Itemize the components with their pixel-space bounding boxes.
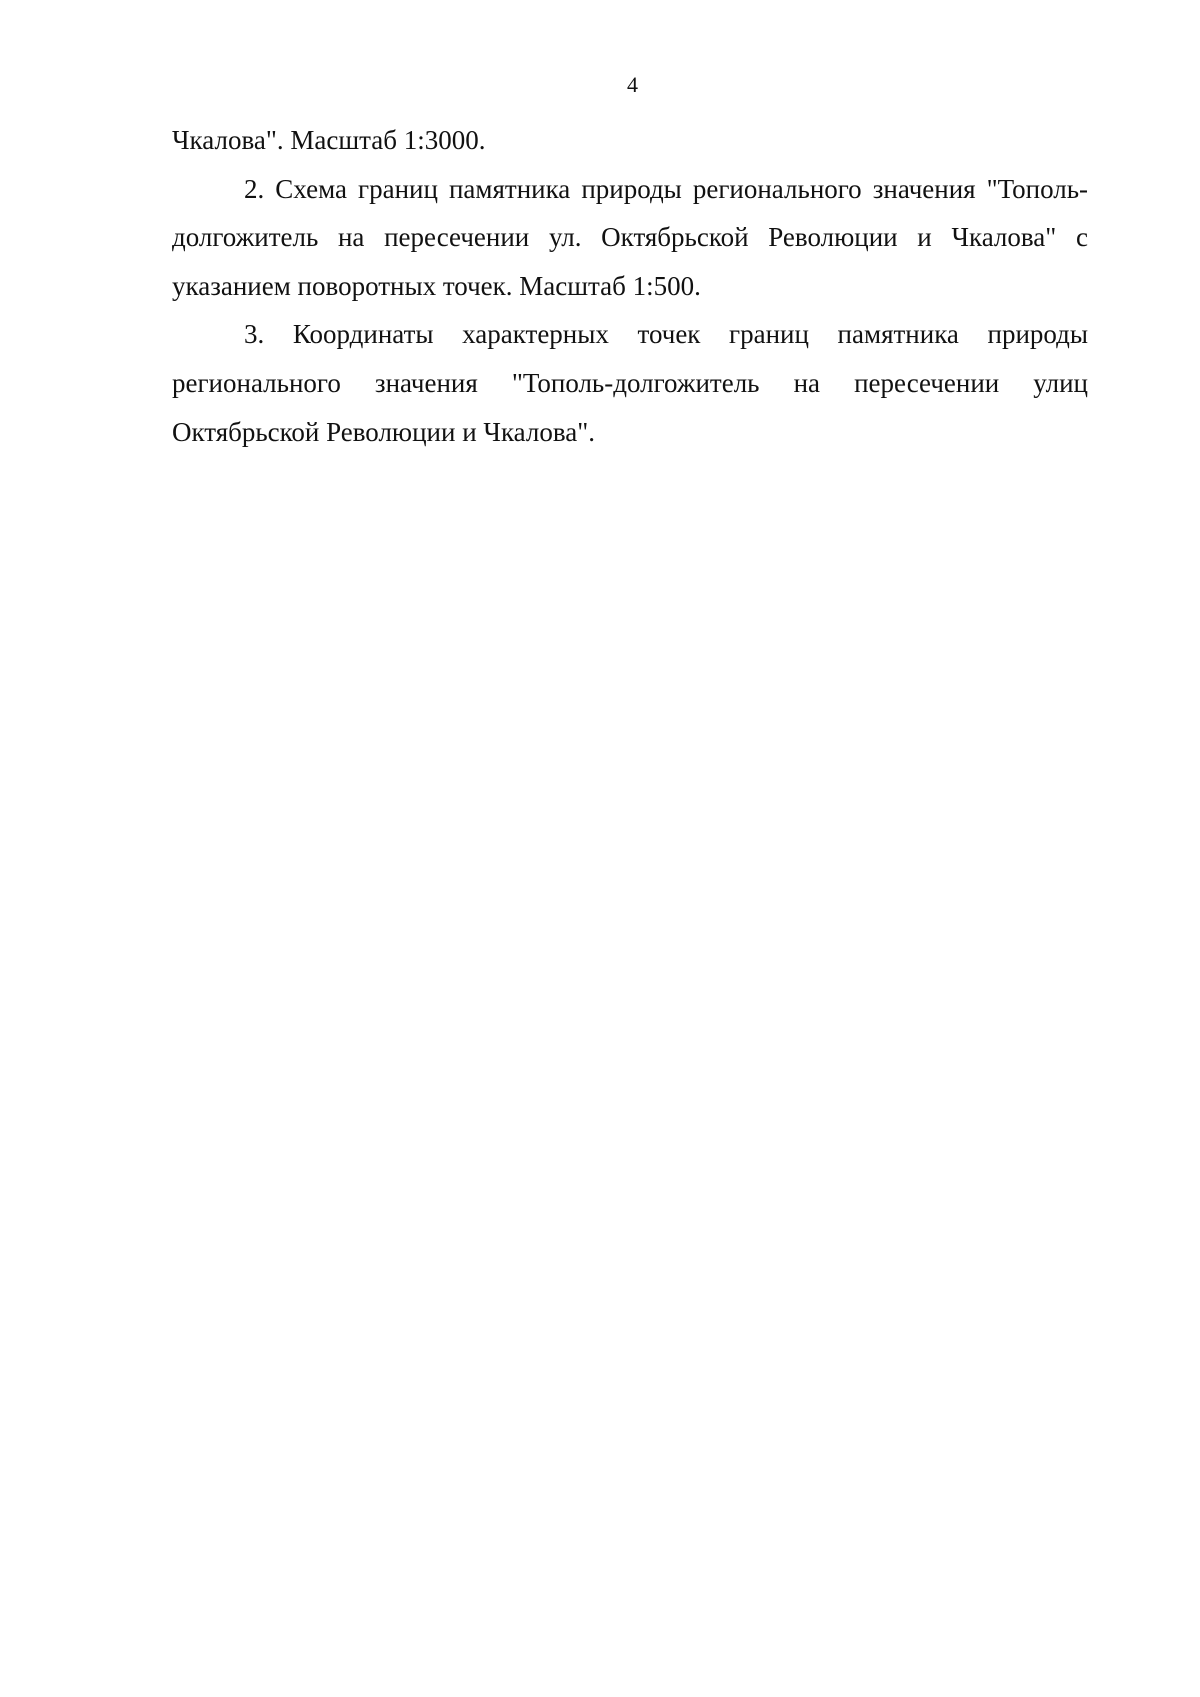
list-item-3: 3. Координаты характерных точек границ памятника природы регионального значения "Тополь-долгожитель на пересечении улиц Октябрьской Революции и Чкалова". [172, 319, 1088, 447]
document-body [172, 116, 1088, 456]
continuation-paragraph: Чкалова". Масштаб 1:3000. [172, 125, 486, 155]
page-number: 4 [627, 72, 638, 97]
list-item-2: 2. Схема границ памятника природы регионального значения "Тополь-долгожитель на пересечении ул. Октябрьской Революции и Чкалова" с указанием поворотных точек. Масштаб 1:500. [172, 173, 1088, 301]
